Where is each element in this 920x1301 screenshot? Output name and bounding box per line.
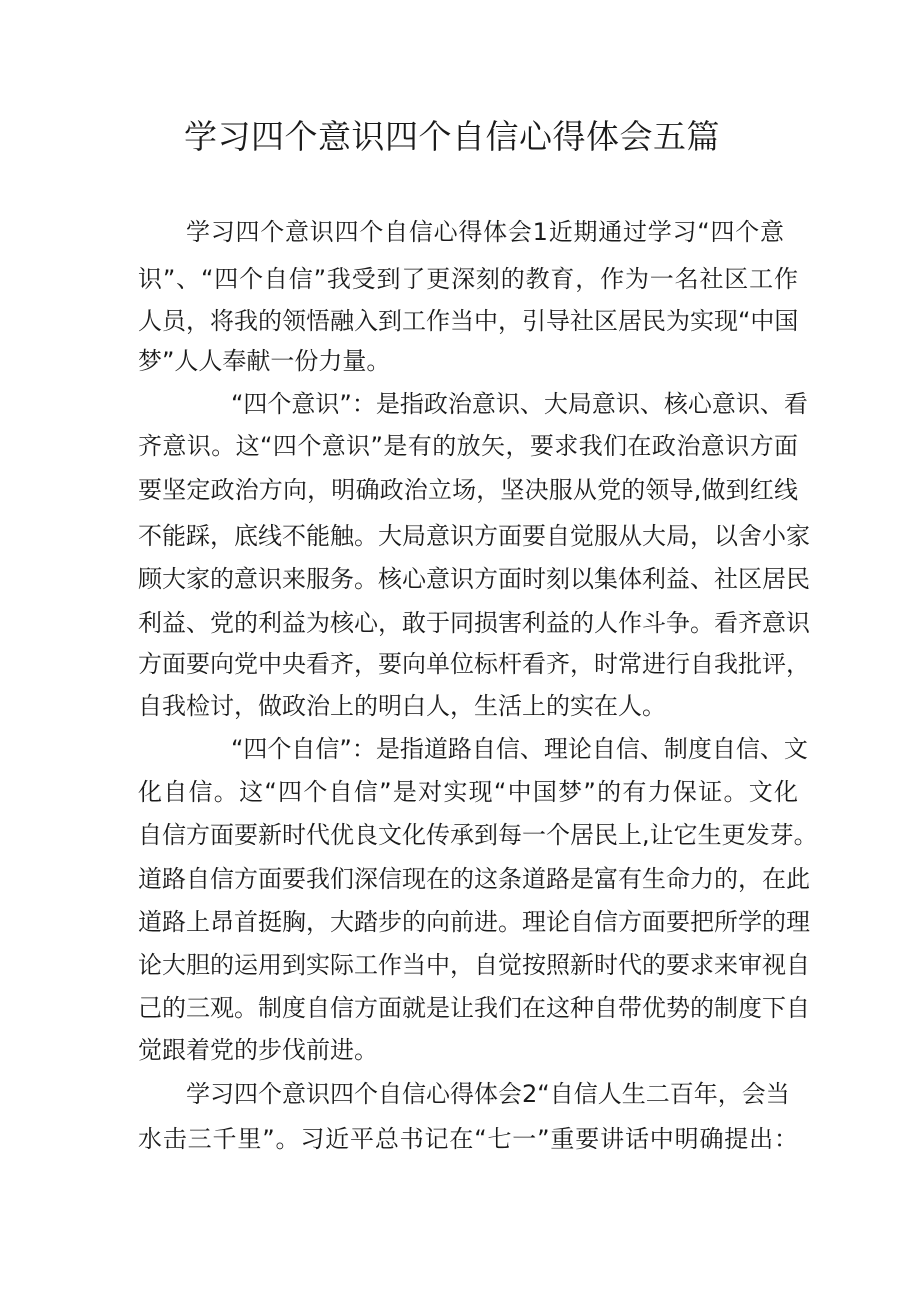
paragraph-1-line-4: 梦”人人奉献一份力量。 xyxy=(138,347,391,375)
paragraph-4-line-2: 水击三千里”。习近平总书记在“七一”重要讲话中明确提出： xyxy=(138,1125,798,1153)
paragraph-4-line-1: 学习四个意识四个自信心得体会2“自信人生二百年，会当 xyxy=(186,1080,790,1108)
paragraph-2-line-6: 利益、党的利益为核心，敢于同损害利益的人作斗争。看齐意识 xyxy=(138,609,810,637)
paragraph-3-line-3: 自信方面要新时代优良文化传承到每一个居民上,让它生更发芽。 xyxy=(138,821,818,849)
paragraph-2-line-4: 不能踩，底线不能触。大局意识方面要自觉服从大局，以舍小家 xyxy=(138,522,810,550)
paragraph-3-line-1: “四个自信”：是指道路自信、理论自信、制度自信、文 xyxy=(231,735,808,763)
paragraph-3-line-2: 化自信。这“四个自信”是对实现“中国梦”的有力保证。文化 xyxy=(138,778,798,806)
paragraph-3-line-6: 论大胆的运用到实际工作当中，自觉按照新时代的要求来审视自 xyxy=(138,951,810,979)
document-title: 学习四个意识四个自信心得体会五篇 xyxy=(184,117,720,156)
paragraph-3-line-4: 道路自信方面要我们深信现在的这条道路是富有生命力的，在此 xyxy=(138,865,810,893)
paragraph-2-line-3: 要坚定政治方向，明确政治立场，坚决服从党的领导,做到红线 xyxy=(138,476,798,504)
paragraph-2-line-7: 方面要向党中央看齐，要向单位标杆看齐，时常进行自我批评， xyxy=(138,650,810,678)
paragraph-3-line-8: 觉跟着党的步伐前进。 xyxy=(138,1036,378,1064)
paragraph-1-line-2: 识”、“四个自信”我受到了更深刻的教育，作为一名社区工作 xyxy=(138,265,798,293)
paragraph-2-line-5: 顾大家的意识来服务。核心意识方面时刻以集体利益、社区居民 xyxy=(138,565,810,593)
paragraph-3-line-7: 己的三观。制度自信方面就是让我们在这种自带优势的制度下自 xyxy=(138,994,810,1022)
paragraph-2-line-2: 齐意识。这“四个意识”是有的放矢，要求我们在政治意识方面 xyxy=(138,432,798,460)
paragraph-1-line-1: 学习四个意识四个自信心得体会1近期通过学习“四个意 xyxy=(186,218,784,246)
paragraph-2-line-8: 自我检讨，做政治上的明白人，生活上的实在人。 xyxy=(138,692,666,720)
paragraph-2-line-1: “四个意识”：是指政治意识、大局意识、核心意识、看 xyxy=(231,390,808,418)
paragraph-1-line-3: 人员，将我的领悟融入到工作当中，引导社区居民为实现“中国 xyxy=(138,307,799,335)
paragraph-3-line-5: 道路上昂首挺胸，大踏步的向前进。理论自信方面要把所学的理 xyxy=(138,908,810,936)
